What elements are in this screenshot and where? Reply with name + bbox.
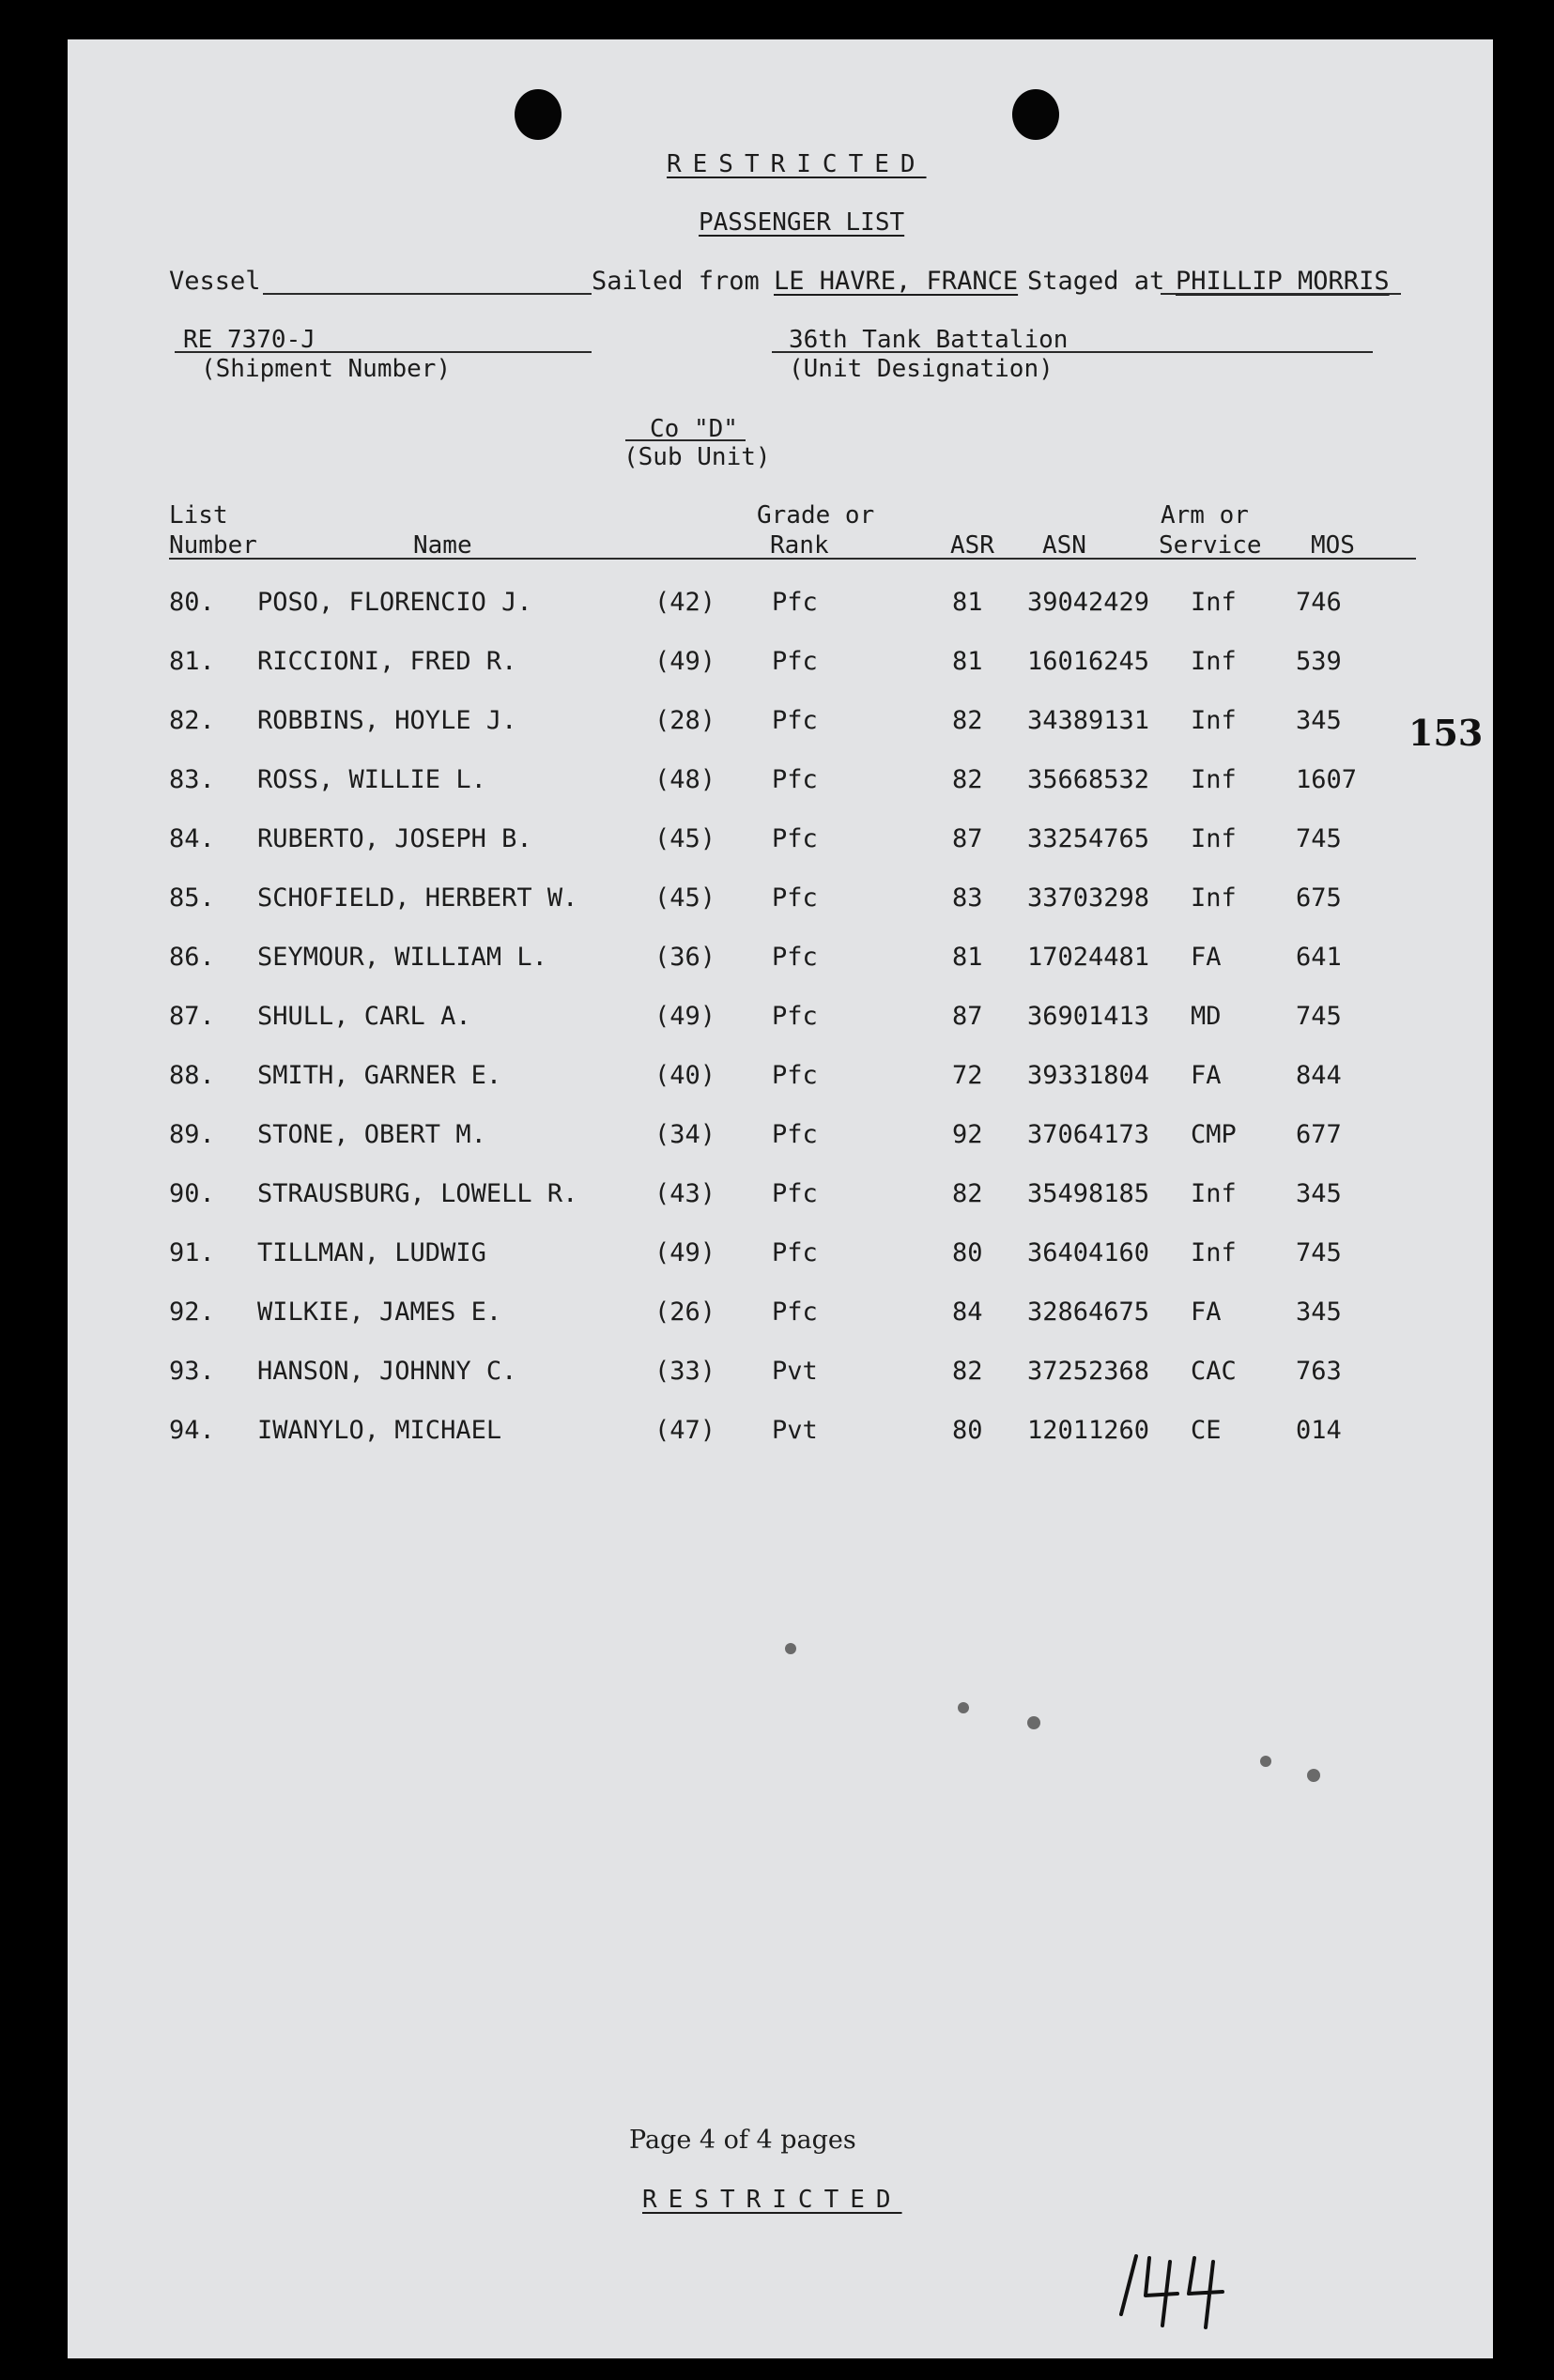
header-rank: Rank: [770, 531, 829, 560]
list-number: 88.: [169, 1061, 215, 1090]
passenger-age: (43): [654, 1179, 716, 1208]
shipment-number-value: RE 7370-J: [183, 326, 315, 354]
asr: 82: [952, 1179, 983, 1208]
table-row: [0, 1238, 1554, 1276]
staged-at-value: PHILLIP MORRIS: [1176, 267, 1390, 296]
grade: Pfc: [772, 706, 818, 735]
mos: 677: [1296, 1120, 1342, 1149]
arm-service: CE: [1191, 1416, 1222, 1445]
handwritten-page-number: [1108, 2249, 1239, 2333]
passenger-age: (49): [654, 1002, 716, 1031]
passenger-name: IWANYLO, MICHAEL: [257, 1416, 502, 1445]
asr: 82: [952, 706, 983, 735]
grade: Pfc: [772, 1002, 818, 1031]
passenger-age: (45): [654, 824, 716, 853]
mos: 746: [1296, 588, 1342, 617]
list-number: 85.: [169, 883, 215, 913]
grade: Pvt: [772, 1357, 818, 1386]
header-service: Service: [1159, 531, 1262, 560]
mos: 1607: [1296, 765, 1358, 794]
table-row: [0, 1357, 1554, 1394]
passenger-name: WILKIE, JAMES E.: [257, 1297, 502, 1327]
header-grade: Grade or: [757, 501, 875, 530]
list-number: 80.: [169, 588, 215, 617]
passenger-age: (26): [654, 1297, 716, 1327]
passenger-age: (45): [654, 883, 716, 913]
ink-speck: [785, 1643, 796, 1654]
arm-service: Inf: [1191, 647, 1237, 676]
grade: Pfc: [772, 943, 818, 972]
header-arm: Arm or: [1161, 501, 1249, 530]
asn: 17024481: [1027, 943, 1150, 972]
arm-service: CAC: [1191, 1357, 1237, 1386]
header-mos: MOS: [1311, 531, 1355, 560]
mos: 745: [1296, 1238, 1342, 1267]
passenger-name: STRAUSBURG, LOWELL R.: [257, 1179, 578, 1208]
list-number: 91.: [169, 1238, 215, 1267]
shipment-number-caption: (Shipment Number): [201, 355, 452, 383]
arm-service: Inf: [1191, 706, 1237, 735]
mos: 641: [1296, 943, 1342, 972]
ink-speck: [1027, 1716, 1040, 1729]
punch-hole: [1012, 89, 1059, 140]
table-row: [0, 706, 1554, 744]
table-row: [0, 765, 1554, 803]
unit-designation-caption: (Unit Designation): [789, 355, 1054, 383]
asr: 82: [952, 765, 983, 794]
grade: Pfc: [772, 1061, 818, 1090]
passenger-age: (49): [654, 1238, 716, 1267]
passenger-age: (36): [654, 943, 716, 972]
vessel-label: Vessel: [169, 267, 261, 296]
grade: Pfc: [772, 883, 818, 913]
grade: Pvt: [772, 1416, 818, 1445]
mos: 745: [1296, 1002, 1342, 1031]
list-number: 90.: [169, 1179, 215, 1208]
asr: 72: [952, 1061, 983, 1090]
table-row: [0, 1120, 1554, 1158]
passenger-name: SHULL, CARL A.: [257, 1002, 471, 1031]
asr: 83: [952, 883, 983, 913]
mos: 763: [1296, 1357, 1342, 1386]
ink-speck: [1260, 1756, 1271, 1767]
header-asr: ASR: [950, 531, 994, 560]
classification-bottom: RESTRICTED: [642, 2186, 902, 2214]
arm-service: CMP: [1191, 1120, 1237, 1149]
passenger-age: (40): [654, 1061, 716, 1090]
list-number: 83.: [169, 765, 215, 794]
arm-service: MD: [1191, 1002, 1222, 1031]
arm-service: FA: [1191, 1297, 1222, 1327]
staged-at-label: Staged at: [1027, 267, 1165, 296]
grade: Pfc: [772, 765, 818, 794]
list-number: 93.: [169, 1357, 215, 1386]
table-row: [0, 1416, 1554, 1453]
asr: 81: [952, 588, 983, 617]
passenger-name: TILLMAN, LUDWIG: [257, 1238, 486, 1267]
passenger-name: SEYMOUR, WILLIAM L.: [257, 943, 547, 972]
table-row: [0, 1061, 1554, 1098]
passenger-name: RICCIONI, FRED R.: [257, 647, 517, 676]
passenger-age: (33): [654, 1357, 716, 1386]
table-row: [0, 1297, 1554, 1335]
asn: 39331804: [1027, 1061, 1150, 1090]
asn: 35668532: [1027, 765, 1150, 794]
vessel-blank-line: [263, 293, 592, 295]
sub-unit-value: Co "D": [650, 415, 738, 443]
asn: 37252368: [1027, 1357, 1150, 1386]
punch-hole: [515, 89, 562, 140]
ink-speck: [1307, 1769, 1320, 1782]
grade: Pfc: [772, 1238, 818, 1267]
passenger-age: (42): [654, 588, 716, 617]
list-number: 92.: [169, 1297, 215, 1327]
sailed-from-value: LE HAVRE, FRANCE: [774, 267, 1019, 296]
sailed-from-label: Sailed from: [592, 267, 760, 296]
shipment-number-line: [175, 351, 592, 353]
table-row: [0, 1179, 1554, 1217]
grade: Pfc: [772, 588, 818, 617]
table-row: [0, 943, 1554, 980]
unit-designation-line: [772, 351, 1373, 353]
passenger-name: SCHOFIELD, HERBERT W.: [257, 883, 578, 913]
asr: 81: [952, 647, 983, 676]
passenger-name: ROBBINS, HOYLE J.: [257, 706, 517, 735]
asn: 39042429: [1027, 588, 1150, 617]
asn: 34389131: [1027, 706, 1150, 735]
passenger-name: SMITH, GARNER E.: [257, 1061, 502, 1090]
sub-unit-caption: (Sub Unit): [623, 443, 771, 471]
passenger-age: (49): [654, 647, 716, 676]
arm-service: Inf: [1191, 588, 1237, 617]
mos: 539: [1296, 647, 1342, 676]
grade: Pfc: [772, 647, 818, 676]
grade: Pfc: [772, 1120, 818, 1149]
header-number: Number: [169, 531, 257, 560]
arm-service: Inf: [1191, 765, 1237, 794]
passenger-name: ROSS, WILLIE L.: [257, 765, 486, 794]
mos: 844: [1296, 1061, 1342, 1090]
passenger-name: POSO, FLORENCIO J.: [257, 588, 532, 617]
list-number: 89.: [169, 1120, 215, 1149]
table-row: [0, 588, 1554, 625]
passenger-name: HANSON, JOHNNY C.: [257, 1357, 517, 1386]
arm-service: FA: [1191, 1061, 1222, 1090]
grade: Pfc: [772, 1179, 818, 1208]
mos: 675: [1296, 883, 1342, 913]
asn: 36901413: [1027, 1002, 1150, 1031]
arm-service: Inf: [1191, 1179, 1237, 1208]
passenger-age: (47): [654, 1416, 716, 1445]
list-number: 87.: [169, 1002, 215, 1031]
list-number: 86.: [169, 943, 215, 972]
asn: 33703298: [1027, 883, 1150, 913]
asr: 80: [952, 1416, 983, 1445]
arm-service: FA: [1191, 943, 1222, 972]
arm-service: Inf: [1191, 883, 1237, 913]
table-row: [0, 883, 1554, 921]
asr: 82: [952, 1357, 983, 1386]
staged-at-line: [1161, 293, 1401, 295]
asr: 87: [952, 824, 983, 853]
asr: 84: [952, 1297, 983, 1327]
asn: 33254765: [1027, 824, 1150, 853]
list-number: 94.: [169, 1416, 215, 1445]
header-underline: [169, 558, 1416, 560]
list-number: 82.: [169, 706, 215, 735]
asn: 37064173: [1027, 1120, 1150, 1149]
arm-service: Inf: [1191, 824, 1237, 853]
asn: 16016245: [1027, 647, 1150, 676]
asr: 92: [952, 1120, 983, 1149]
grade: Pfc: [772, 1297, 818, 1327]
passenger-name: RUBERTO, JOSEPH B.: [257, 824, 532, 853]
asr: 81: [952, 943, 983, 972]
asn: 12011260: [1027, 1416, 1150, 1445]
list-number: 84.: [169, 824, 215, 853]
mos: 014: [1296, 1416, 1342, 1445]
mos: 345: [1296, 706, 1342, 735]
side-page-number: 153: [1408, 712, 1484, 754]
page-count: Page 4 of 4 pages: [629, 2126, 856, 2155]
ink-speck: [958, 1702, 969, 1713]
passenger-age: (48): [654, 765, 716, 794]
arm-service: Inf: [1191, 1238, 1237, 1267]
list-number: 81.: [169, 647, 215, 676]
table-row: [0, 647, 1554, 684]
unit-designation-value: 36th Tank Battalion: [789, 326, 1069, 354]
document-title: PASSENGER LIST: [699, 208, 905, 237]
mos: 345: [1296, 1179, 1342, 1208]
asn: 32864675: [1027, 1297, 1150, 1327]
classification-top: RESTRICTED: [667, 150, 927, 178]
header-name: Name: [413, 531, 472, 560]
asn: 36404160: [1027, 1238, 1150, 1267]
passenger-age: (28): [654, 706, 716, 735]
mos: 745: [1296, 824, 1342, 853]
asr: 80: [952, 1238, 983, 1267]
grade: Pfc: [772, 824, 818, 853]
asr: 87: [952, 1002, 983, 1031]
header-asn: ASN: [1042, 531, 1086, 560]
sub-unit-line: [625, 439, 746, 441]
passenger-name: STONE, OBERT M.: [257, 1120, 486, 1149]
asn: 35498185: [1027, 1179, 1150, 1208]
table-row: [0, 1002, 1554, 1039]
table-row: [0, 824, 1554, 862]
header-list: List: [169, 501, 228, 530]
mos: 345: [1296, 1297, 1342, 1327]
passenger-age: (34): [654, 1120, 716, 1149]
